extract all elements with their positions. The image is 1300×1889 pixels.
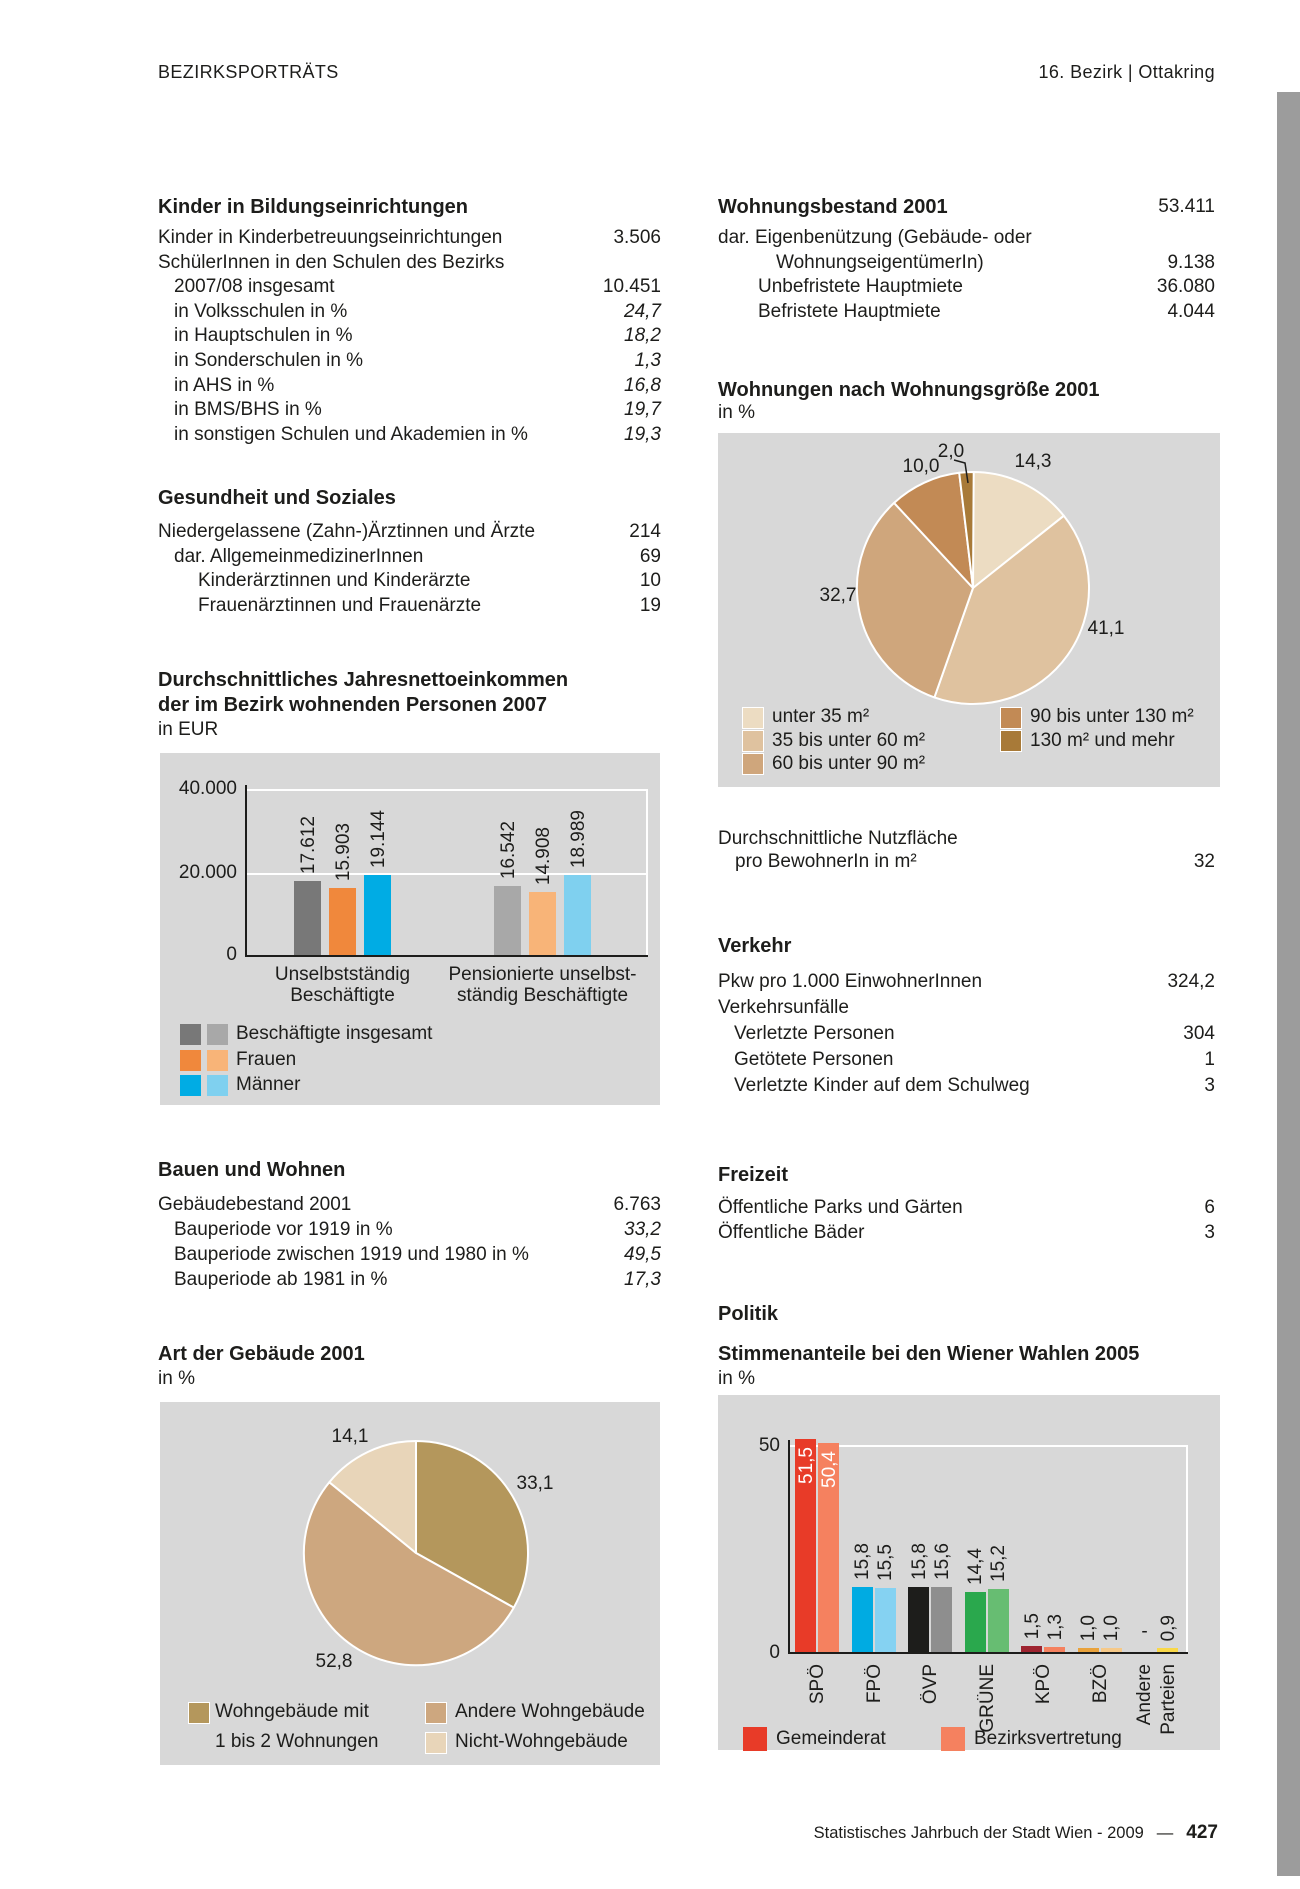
- row-label: Getötete Personen: [734, 1049, 894, 1070]
- footer-dash: —: [1156, 1824, 1174, 1842]
- row-label: SchülerInnen in den Schulen des Bezirks: [158, 251, 505, 273]
- bar-einkommen-0-0: [294, 881, 321, 955]
- legend-label: unter 35 m²: [772, 706, 870, 727]
- plot-right-border: [646, 789, 648, 957]
- x-category-label: SPÖ: [807, 1664, 828, 1705]
- bar-value-label: 18.989: [567, 809, 589, 868]
- legend-swatch: [742, 753, 764, 775]
- legend-swatch: [188, 1702, 210, 1724]
- bar-wahlen-vp-1: [931, 1587, 952, 1652]
- bar-wahlen-andereparteien-1: [1157, 1648, 1178, 1652]
- row-value: 3.506: [613, 227, 661, 248]
- row-value: 9.138: [1167, 251, 1215, 273]
- chart-title-gebaeude: Art der Gebäude 2001: [158, 1343, 365, 1365]
- row-label: in BMS/BHS in %: [174, 399, 322, 421]
- y-axis: [788, 1440, 790, 1654]
- table-bildung-row: [158, 251, 661, 275]
- pie-value-label: 10,0: [902, 456, 940, 477]
- table-bildung-row: [158, 226, 661, 250]
- row-value: 19,3: [624, 423, 661, 445]
- x-axis: [788, 1652, 1188, 1654]
- row-label: Unbefristete Hauptmiete: [758, 276, 963, 298]
- row-label: Verletzte Kinder auf dem Schulweg: [734, 1075, 1030, 1096]
- bar-value-label: 51,5: [795, 1447, 817, 1484]
- bar-wahlen-fp-0: [852, 1587, 873, 1652]
- row-value: 18,2: [624, 325, 661, 347]
- pie-value-label: 52,8: [315, 1651, 353, 1672]
- row-label: Frauenärztinnen und Frauenärzte: [198, 594, 482, 616]
- row-value: 69: [639, 545, 661, 567]
- bar-einkommen-0-1: [329, 888, 356, 955]
- page-edge-tab: [1277, 92, 1300, 1876]
- bar-wahlen-grne-1: [988, 1589, 1009, 1652]
- bar-value-label: 1,5: [1021, 1612, 1043, 1639]
- bar-einkommen-1-1: [529, 892, 556, 955]
- row-label: in Sonderschulen in %: [174, 350, 364, 371]
- x-category-label: Unselbstständig: [274, 964, 411, 985]
- table-bildung-row: [158, 300, 661, 324]
- chart-unit-gebaeude: in %: [158, 1368, 195, 1389]
- bar-einkommen-1-0: [494, 886, 521, 955]
- bar-value-label: 1,0: [1078, 1614, 1099, 1641]
- bar-value-label: 15,6: [931, 1543, 953, 1580]
- section-title-bildung: Kinder in Bildungseinrichtungen: [158, 196, 468, 218]
- row-value: 10: [639, 570, 661, 592]
- row-value: 19: [639, 594, 661, 616]
- x-category-label: ständig Beschäftigte: [456, 985, 629, 1006]
- table-gesundheit-row: [158, 569, 661, 593]
- row-label: Öffentliche Bäder: [718, 1221, 865, 1243]
- legend-swatch: [1000, 707, 1022, 729]
- bar-value-label: 15.903: [332, 822, 354, 881]
- row-label: Bauperiode zwischen 1919 und 1980 in %: [174, 1244, 529, 1265]
- bar-wahlen-kp-1: [1044, 1647, 1065, 1652]
- legend-swatch-light: [207, 1024, 228, 1045]
- table-gesundheit-row: [158, 545, 661, 569]
- table-bauen-row: [158, 1193, 661, 1217]
- row-value: 49,5: [624, 1244, 661, 1265]
- table-freizeit-row: [718, 1221, 1215, 1245]
- x-category-label: Andere: [1134, 1664, 1155, 1726]
- row-value: 33,2: [624, 1219, 661, 1240]
- table-gesundheit-row: [158, 520, 661, 544]
- legend-swatch: [743, 1727, 767, 1751]
- table-verkehr-row: [718, 1048, 1215, 1072]
- row-label: Verkehrsunfälle: [718, 997, 849, 1018]
- x-category-label: FPÖ: [863, 1664, 885, 1704]
- pie-value-label: 33,1: [516, 1473, 554, 1494]
- y-tick-label: 0: [226, 944, 237, 965]
- bar-wahlen-kp-0: [1021, 1646, 1042, 1652]
- legend-label: 130 m² und mehr: [1030, 730, 1175, 751]
- section-title-bauen: Bauen und Wohnen: [158, 1159, 346, 1181]
- y-tick-label: 0: [769, 1642, 780, 1663]
- legend-label: Wohngebäude mit: [215, 1701, 369, 1722]
- table-verkehr-row: [718, 996, 1215, 1020]
- legend-swatch-light: [207, 1050, 228, 1071]
- y-tick-label: 40.000: [178, 778, 237, 799]
- bar-value-label: 14.908: [532, 826, 554, 885]
- row-value: 1: [1204, 1049, 1215, 1070]
- pie-value-label: 32,7: [819, 585, 857, 606]
- row-label: 2007/08 insgesamt: [174, 276, 335, 298]
- section-title-wohnungsbestand: Wohnungsbestand 2001: [718, 196, 948, 218]
- row-value: 324,2: [1167, 971, 1215, 992]
- y-tick-label: 50: [758, 1435, 780, 1456]
- table-bildung-row: [158, 398, 661, 422]
- chart-unit-wohnungsgroesse: in %: [718, 402, 755, 423]
- table-wohnungsbestand-row: [718, 275, 1215, 299]
- chart-unit-wahlen: in %: [718, 1368, 755, 1389]
- chart-title-wahlen: Stimmenanteile bei den Wiener Wahlen 2005: [718, 1343, 1140, 1365]
- nutzflaeche-value: 32: [1193, 851, 1215, 872]
- legend-label: Andere Wohngebäude: [455, 1701, 645, 1722]
- legend-label: 90 bis unter 130 m²: [1030, 706, 1194, 727]
- row-label: WohnungseigentümerIn): [776, 251, 984, 273]
- row-value: 36.080: [1156, 276, 1215, 298]
- pie-value-label: 41,1: [1087, 618, 1125, 639]
- chart-title-wohnungsgroesse: Wohnungen nach Wohnungsgröße 2001: [718, 379, 1100, 401]
- row-label: Gebäudebestand 2001: [158, 1194, 352, 1215]
- plot-right-border: [1186, 1445, 1188, 1654]
- legend-swatch-light: [207, 1075, 228, 1096]
- row-value: 19,7: [624, 399, 661, 421]
- nutzflaeche-line1: Durchschnittliche Nutzfläche: [718, 828, 958, 849]
- legend-swatch: [425, 1732, 447, 1754]
- gridline-50: [788, 1445, 1186, 1447]
- row-label: in Volksschulen in %: [174, 300, 348, 322]
- section-title-verkehr: Verkehr: [718, 935, 792, 957]
- legend-label: 1 bis 2 Wohnungen: [215, 1731, 379, 1752]
- row-label: Bauperiode ab 1981 in %: [174, 1269, 388, 1290]
- table-wohnungsbestand-row: [718, 226, 1215, 250]
- legend-label: Nicht-Wohngebäude: [455, 1731, 628, 1752]
- row-value: 214: [629, 521, 661, 542]
- pie-value-label: 14,1: [331, 1426, 369, 1447]
- y-axis: [245, 785, 247, 957]
- x-category-label: Beschäftigte: [290, 985, 395, 1006]
- row-label: dar. Eigenbenützung (Gebäude- oder: [718, 227, 1032, 248]
- nutzflaeche-row: [718, 850, 1215, 874]
- bar-value-label: 50,4: [818, 1451, 840, 1488]
- table-wohnungsbestand-row: [718, 251, 1215, 275]
- bar-wahlen-bz-1: [1101, 1648, 1122, 1652]
- table-verkehr-row: [718, 970, 1215, 994]
- table-gesundheit-row: [158, 594, 661, 618]
- row-label: in Hauptschulen in %: [174, 325, 353, 347]
- bar-value-label: 14,4: [965, 1548, 986, 1585]
- legend-label: Beschäftigte insgesamt: [236, 1023, 433, 1044]
- nutzflaeche-line2: pro BewohnerIn in m²: [735, 851, 917, 872]
- row-label: Verletzte Personen: [734, 1023, 895, 1044]
- row-label: dar. AllgemeinmedizinerInnen: [174, 545, 424, 567]
- bar-value-missing: -: [1141, 1621, 1148, 1642]
- table-bildung-row: [158, 324, 661, 348]
- bar-wahlen-fp-1: [875, 1588, 896, 1652]
- legend-label: 35 bis unter 60 m²: [772, 730, 926, 751]
- legend-swatch: [425, 1702, 447, 1724]
- row-value: 4.044: [1167, 300, 1215, 322]
- legend-label: Frauen: [236, 1049, 297, 1070]
- legend-label: Männer: [236, 1074, 301, 1095]
- row-value: 1,3: [634, 350, 661, 371]
- row-value: 16,8: [624, 374, 661, 396]
- legend-label: 60 bis unter 90 m²: [772, 753, 926, 774]
- section-title-gesundheit: Gesundheit und Soziales: [158, 487, 396, 509]
- bar-wahlen-vp-0: [908, 1587, 929, 1652]
- table-bildung-row: [158, 374, 661, 398]
- bar-value-label: 1,0: [1101, 1614, 1122, 1641]
- legend-swatch-dark: [180, 1075, 201, 1096]
- bar-value-label: 15,2: [988, 1545, 1009, 1582]
- gridline-40000: [245, 789, 646, 791]
- section-title-politik: Politik: [718, 1303, 779, 1325]
- x-category-label: Parteien: [1158, 1664, 1179, 1735]
- row-value: 6.763: [613, 1194, 661, 1215]
- row-value: 10.451: [602, 276, 661, 298]
- page-header-left: BEZIRKSPORTRÄTS: [158, 62, 339, 82]
- table-verkehr-row: [718, 1074, 1215, 1098]
- x-category-label: ÖVP: [920, 1664, 941, 1705]
- chart-title-einkommen-line2: der im Bezirk wohnenden Personen 2007: [158, 694, 548, 716]
- table-bauen-row: [158, 1218, 661, 1242]
- x-axis: [245, 955, 648, 957]
- legend-swatch: [742, 707, 764, 729]
- row-label: Niedergelassene (Zahn-)Ärztinnen und Ärzte: [158, 521, 536, 542]
- row-label: in sonstigen Schulen und Akademien in %: [174, 423, 528, 445]
- table-bildung-row: [158, 275, 661, 299]
- section-title-freizeit: Freizeit: [718, 1164, 789, 1186]
- page-footer: [814, 1822, 1218, 1844]
- bar-value-label: 19.144: [367, 809, 389, 868]
- bar-value-label: 1,3: [1044, 1613, 1066, 1640]
- row-label: Kinderärztinnen und Kinderärzte: [198, 570, 471, 592]
- legend-label: Gemeinderat: [776, 1728, 886, 1749]
- table-bildung-row: [158, 349, 661, 373]
- bar-value-label: 17.612: [297, 815, 319, 874]
- row-value: 6: [1204, 1197, 1215, 1218]
- bar-einkommen-1-2: [564, 875, 591, 955]
- table-bildung-row: [158, 423, 661, 447]
- bar-einkommen-0-2: [364, 875, 391, 955]
- legend-swatch: [742, 730, 764, 752]
- x-category-label: BZÖ: [1089, 1664, 1111, 1704]
- section-value-wohnungsbestand: 53.411: [1158, 196, 1215, 217]
- page-header-right: 16. Bezirk | Ottakring: [1038, 62, 1215, 82]
- x-category-label: Pensionierte unselbst-: [448, 964, 637, 985]
- row-label: in AHS in %: [174, 374, 275, 396]
- chart-unit-einkommen: in EUR: [158, 719, 219, 740]
- x-category-label: GRÜNE: [976, 1664, 998, 1733]
- bar-wahlen-bz-0: [1078, 1648, 1099, 1652]
- table-verkehr-row: [718, 1022, 1215, 1046]
- row-value: 24,7: [624, 300, 661, 322]
- legend-swatch-dark: [180, 1024, 201, 1045]
- table-wohnungsbestand-row: [718, 300, 1215, 324]
- pie-value-label: 14,3: [1014, 451, 1052, 472]
- row-value: 17,3: [624, 1269, 661, 1290]
- row-label: Bauperiode vor 1919 in %: [174, 1219, 393, 1240]
- bar-wahlen-grne-0: [965, 1592, 986, 1652]
- legend-label: Bezirksvertretung: [974, 1728, 1122, 1749]
- footer-page-number: 427: [1186, 1822, 1218, 1843]
- row-label: Kinder in Kinderbetreuungseinrichtungen: [158, 227, 503, 248]
- row-label: Befristete Hauptmiete: [758, 300, 941, 322]
- chart-title-einkommen-line1: Durchschnittliches Jahresnettoeinkommen: [158, 669, 569, 691]
- bar-value-label: 15,8: [908, 1543, 930, 1580]
- x-category-label: KPÖ: [1033, 1664, 1054, 1705]
- bar-value-label: 0,9: [1157, 1614, 1179, 1641]
- table-bauen-row: [158, 1243, 661, 1267]
- row-label: Öffentliche Parks und Gärten: [718, 1197, 963, 1218]
- y-tick-label: 20.000: [178, 862, 237, 883]
- row-value: 3: [1204, 1221, 1215, 1243]
- pie-value-label: 2,0: [937, 441, 965, 462]
- bar-value-label: 15,8: [852, 1543, 873, 1580]
- row-value: 304: [1183, 1023, 1215, 1044]
- legend-swatch: [941, 1727, 965, 1751]
- legend-swatch: [1000, 730, 1022, 752]
- bar-value-label: 15,5: [875, 1544, 896, 1581]
- table-bauen-row: [158, 1268, 661, 1292]
- legend-swatch-dark: [180, 1050, 201, 1071]
- footer-text: Statistisches Jahrbuch der Stadt Wien - 2009: [813, 1824, 1144, 1842]
- table-freizeit-row: [718, 1196, 1215, 1220]
- section-title-row-wohnungsbestand: [718, 195, 1215, 219]
- row-label: Pkw pro 1.000 EinwohnerInnen: [718, 971, 983, 992]
- row-value: 3: [1204, 1075, 1215, 1096]
- bar-value-label: 16.542: [497, 820, 519, 879]
